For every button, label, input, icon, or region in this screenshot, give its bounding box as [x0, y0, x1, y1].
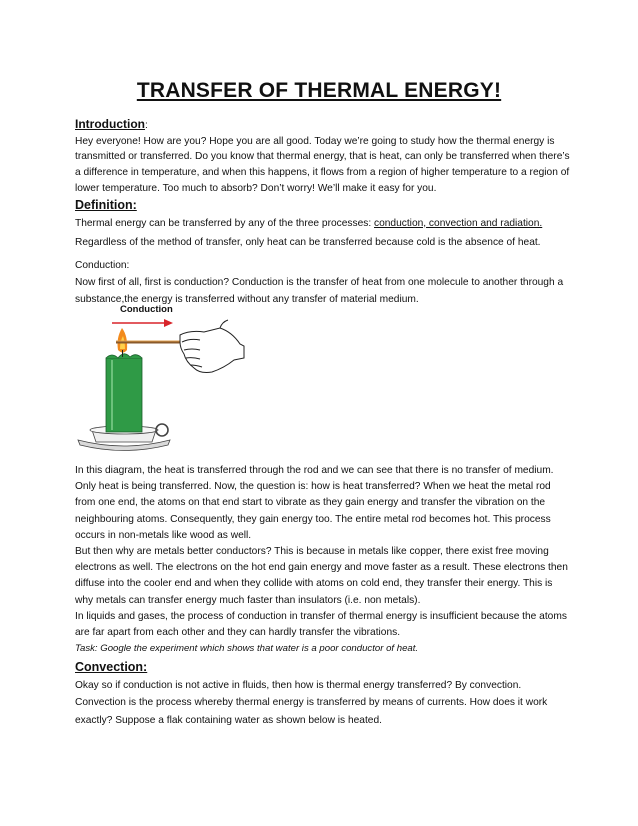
- definition-text-end: Regardless of the method of transfer, only heat can be transferred because cold is the absence of heat.: [75, 236, 541, 248]
- introduction-section: [75, 117, 571, 197]
- candle: [106, 354, 142, 432]
- conduction-diagram-svg: [72, 302, 252, 458]
- introduction-colon: :: [144, 120, 148, 131]
- conduction-task: Task: Google the experiment which shows that water is a poor conductor of heat.: [75, 643, 419, 655]
- convection-section: [75, 659, 571, 729]
- conduction-label: Conduction:: [75, 260, 130, 271]
- definition-section: [75, 198, 571, 252]
- convection-text: Okay so if conduction is not active in fluids, then how is thermal energy transferred? By convection. Convection is the process whereby thermal energy is transferred by means of currents. How does it work exactly? Suppose a flak containing water as shown below is heated.: [75, 679, 548, 726]
- metal-rod: [116, 341, 180, 342]
- introduction-heading: Introduction: [75, 117, 145, 131]
- heat-direction-arrow: [112, 319, 173, 327]
- convection-heading: Convection:: [75, 660, 148, 674]
- conduction-paragraph-1: In this diagram, the heat is transferred through the rod and we can see that there is no transfer of medium. Only heat is being transferred. Now, the question is: how is heat transferred? When we heat the metal rod from one end, the atoms on that end start to vibrate as they gain energy and transfer the vibration on the neighbouring atoms. Consequently, they gain energy too. The entire metal rod becomes hot. This process occurs in non-metals like wood as well.: [75, 465, 554, 541]
- definition-heading: Definition:: [75, 198, 137, 212]
- conduction-diagram: [72, 302, 252, 458]
- page-title: TRANSFER OF THERMAL ENERGY!: [136, 79, 502, 102]
- conduction-intro-text: Now first of all, first is conduction? Conduction is the transfer of heat from one molecule to another through a substance,the energy is transferred without any transfer of material medium.: [75, 276, 564, 306]
- introduction-heading-line: [75, 117, 571, 134]
- conduction-paragraph-2: But then why are metals better conductors? This is because in metals like copper, there exist free moving electrons as well. The electrons on the hot end gain energy and move faster as a result. These electrons then diffuse into the cooler end and when they collide with atoms on cold end, they transfer their energy. This is why metals can transfer energy much faster than insulators (i.e. non metals).: [75, 546, 568, 606]
- definition-text: [75, 214, 571, 252]
- hand-icon: [180, 320, 244, 373]
- definition-text-start: Thermal energy can be transferred by any of the three processes:: [75, 217, 374, 229]
- conduction-explanation: [75, 463, 571, 657]
- introduction-text: Hey everyone! How are you? Hope you are all good. Today we’re going to study how the thermal energy is transmitted or transferred. Do you know that thermal energy, that is heat, can only be transferred when there’s a difference in temperature, and when this happens, it flows from a region of higher temperature to a region of lower temperature. Too much to absorb? Don’t worry! We’ll make it easy for you.: [75, 135, 570, 194]
- conduction-paragraph-3: In liquids and gases, the process of conduction in transfer of thermal energy is insufficient because the atoms are far apart from each other and they can hardly transfer the vibrations.: [75, 610, 567, 639]
- diagram-caption: Conduction: [120, 304, 173, 315]
- definition-processes-underlined: conduction, convection and radiation.: [374, 217, 543, 229]
